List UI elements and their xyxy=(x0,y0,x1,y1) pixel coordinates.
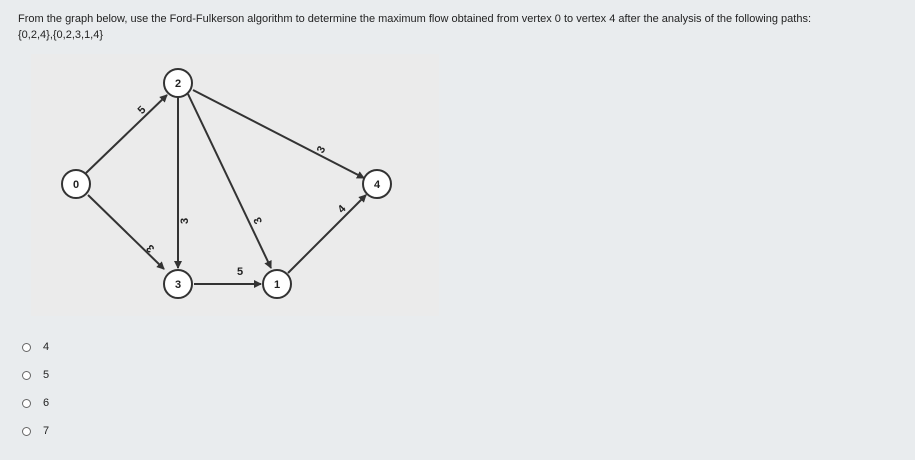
answer-options xyxy=(22,338,49,450)
node-0-label: 0 xyxy=(72,179,80,191)
edge-label-3-1: 5 xyxy=(237,266,244,278)
answer-option-1[interactable] xyxy=(22,338,49,356)
option-label: 4 xyxy=(43,341,50,353)
edge-2-1 xyxy=(188,94,271,268)
answer-option-2[interactable] xyxy=(22,366,49,384)
option-label: 5 xyxy=(43,369,50,381)
question-paths: {0,2,4},{0,2,3,1,4} xyxy=(18,29,104,41)
answer-option-3[interactable] xyxy=(22,394,49,412)
edge-0-3 xyxy=(88,195,164,269)
option-label: 7 xyxy=(43,425,50,437)
flow-network-graph xyxy=(31,54,439,316)
edge-label-0-3: 3 xyxy=(144,241,158,255)
node-1 xyxy=(263,270,291,298)
answer-option-4[interactable] xyxy=(22,422,49,440)
option-label: 6 xyxy=(43,397,50,409)
radio-button[interactable] xyxy=(22,427,31,436)
node-3-label: 3 xyxy=(174,279,182,291)
edge-2-4 xyxy=(193,90,364,178)
node-4 xyxy=(363,170,391,198)
edge-label-0-2: 5 xyxy=(135,103,149,117)
edge-1-4 xyxy=(288,195,366,273)
radio-button[interactable] xyxy=(22,343,31,352)
edge-label-2-4: 3 xyxy=(314,144,329,156)
radio-button[interactable] xyxy=(22,399,31,408)
node-2-label: 2 xyxy=(174,78,182,90)
node-0 xyxy=(62,170,90,198)
node-3 xyxy=(164,270,192,298)
question-prompt: From the graph below, use the Ford-Fulkerson algorithm to determine the maximum flow obtained from vertex 0 to vertex 4 after the analysis of the following paths: xyxy=(18,13,811,25)
edge-0-2 xyxy=(86,95,167,173)
edge-label-1-4: 4 xyxy=(335,202,349,216)
question-text xyxy=(18,11,908,43)
edge-label-2-1: 3 xyxy=(251,215,266,226)
edge-label-2-3: 3 xyxy=(179,217,191,224)
node-1-label: 1 xyxy=(273,279,281,291)
graph-figure xyxy=(31,54,439,316)
radio-button[interactable] xyxy=(22,371,31,380)
node-4-label: 4 xyxy=(373,179,381,191)
node-2 xyxy=(164,69,192,97)
